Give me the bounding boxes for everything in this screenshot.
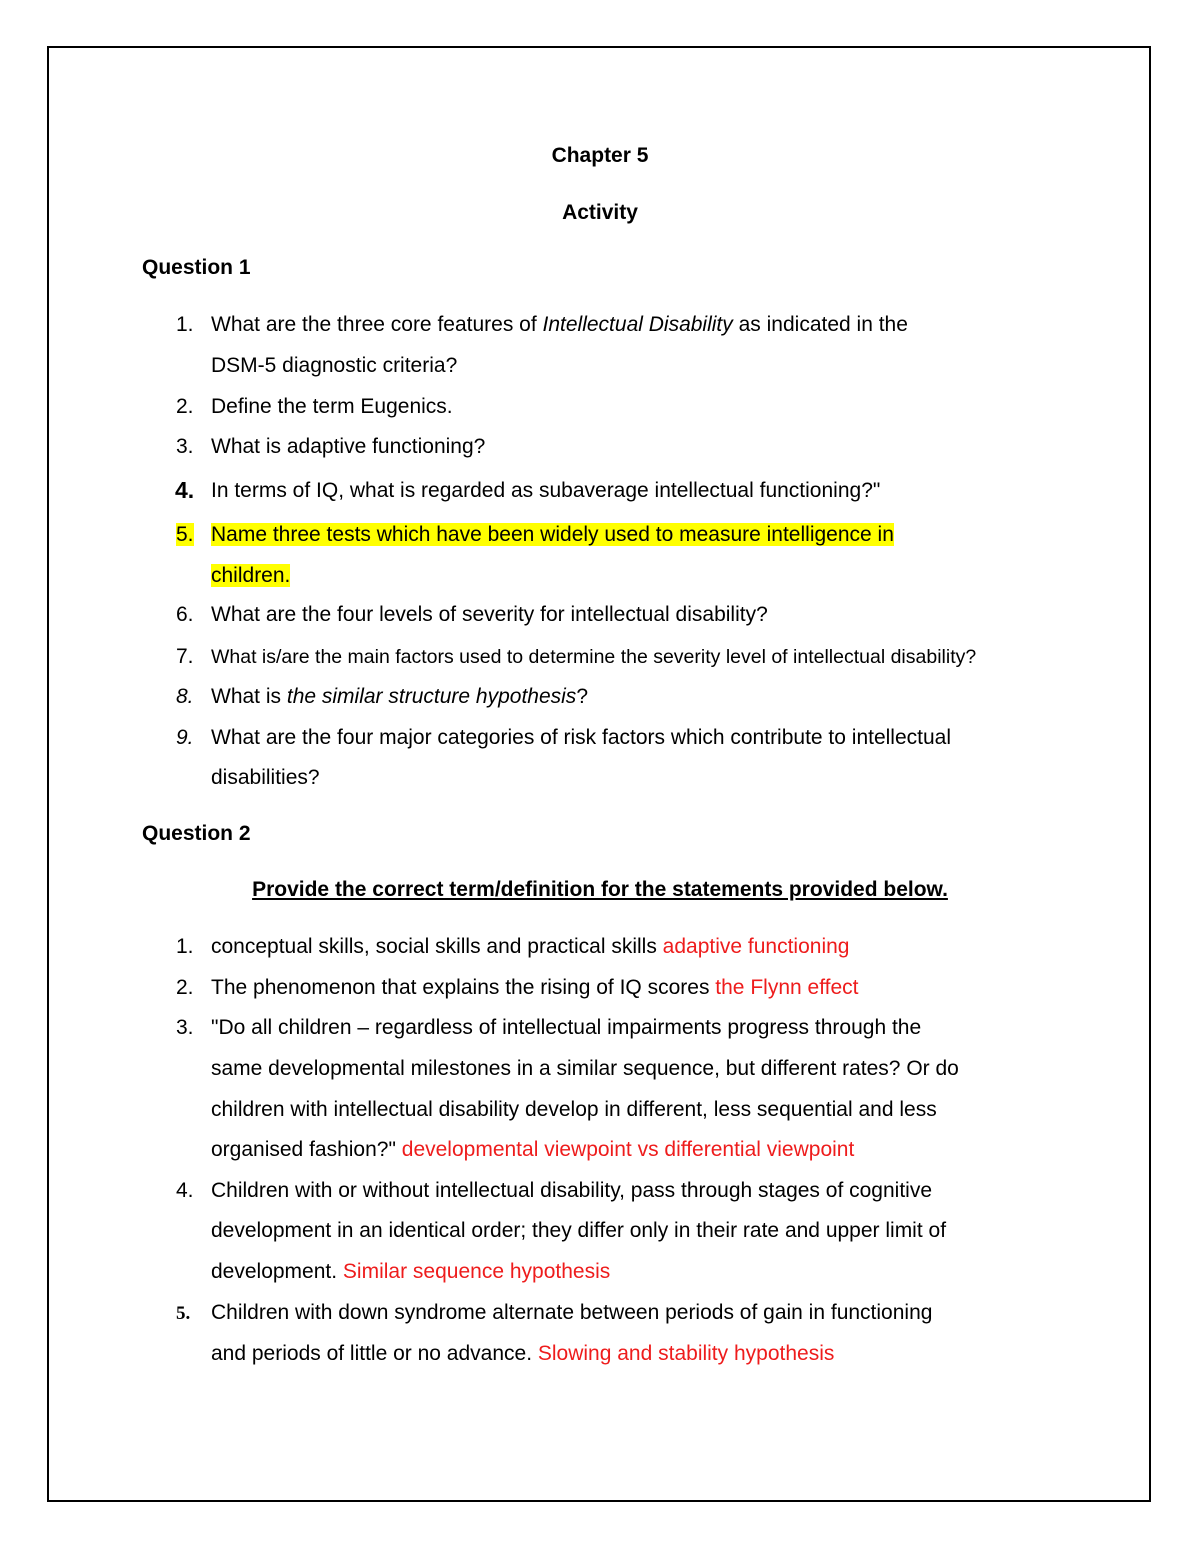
q2-item-3-text-line-2: same developmental milestones in a similar sequence, but different rates? Or do bbox=[211, 1057, 959, 1080]
q2-item-4-text-line-1: Children with or without intellectual disability, pass through stages of cognitive bbox=[211, 1179, 932, 1202]
q2-item-1-answer: adaptive functioning bbox=[662, 935, 850, 958]
q2-item-4-text-line-3: development. Similar sequence hypothesis bbox=[211, 1260, 611, 1283]
q2-item-3-text-line-3: children with intellectual disability develop in different, less sequential and less bbox=[211, 1098, 937, 1121]
q2-item-3-answer: developmental viewpoint vs differential viewpoint bbox=[401, 1138, 855, 1161]
q2-item-5-answer: Slowing and stability hypothesis bbox=[537, 1342, 835, 1365]
q1-item-7-number: 7. bbox=[176, 645, 194, 668]
q1-item-9-text: What are the four major categories of risk factors which contribute to intellectual bbox=[211, 726, 952, 749]
q1-item-6-number: 6. bbox=[176, 603, 194, 626]
q1-item-5-text: Name three tests which have been widely used to measure intelligence in bbox=[211, 523, 894, 546]
q1-item-6-text: What are the four levels of severity for intellectual disability? bbox=[211, 603, 768, 626]
q2-item-3-number: 3. bbox=[176, 1016, 194, 1039]
q2-item-2-answer: the Flynn effect bbox=[715, 976, 859, 999]
q1-item-4-text: In terms of IQ, what is regarded as subaverage intellectual functioning?" bbox=[211, 479, 881, 502]
q1-item-1-continuation: DSM-5 diagnostic criteria? bbox=[211, 354, 458, 377]
q1-item-5-number: 5. bbox=[176, 523, 194, 546]
q1-item-1-text: What are the three core features of Intellectual Disability as indicated in the bbox=[211, 313, 908, 336]
q1-item-3-number: 3. bbox=[176, 435, 194, 458]
q2-item-1-text: conceptual skills, social skills and practical skills adaptive functioning bbox=[211, 935, 850, 958]
q1-item-2-text: Define the term Eugenics. bbox=[211, 395, 453, 418]
q2-item-4-number: 4. bbox=[176, 1179, 194, 1202]
q1-item-7-text: What is/are the main factors used to determine the severity level of intellectual disability? bbox=[211, 646, 977, 668]
q2-item-5-text-line-2: and periods of little or no advance. Slowing and stability hypothesis bbox=[211, 1342, 835, 1365]
q1-item-5-continuation: children. bbox=[211, 564, 291, 587]
q1-item-2-number: 2. bbox=[176, 395, 194, 418]
q1-item-8-text: What is the similar structure hypothesis? bbox=[211, 685, 588, 708]
q1-item-1-number: 1. bbox=[176, 313, 194, 336]
q2-item-1-number: 1. bbox=[176, 935, 194, 958]
q2-item-2-text: The phenomenon that explains the rising of IQ scores the Flynn effect bbox=[211, 976, 859, 999]
q1-item-8-number: 8. bbox=[176, 685, 194, 708]
activity-title: Activity bbox=[562, 201, 638, 224]
q1-item-9-continuation: disabilities? bbox=[211, 766, 320, 789]
chapter-title: Chapter 5 bbox=[551, 144, 649, 167]
q1-item-9-number: 9. bbox=[176, 726, 194, 749]
q2-item-5-number: 5. bbox=[176, 1303, 191, 1324]
question-1-heading: Question 1 bbox=[142, 256, 251, 279]
q2-item-5-text-line-1: Children with down syndrome alternate between periods of gain in functioning bbox=[211, 1301, 933, 1324]
question-2-instruction: Provide the correct term/definition for the statements provided below. bbox=[252, 878, 948, 901]
q2-item-3-text-line-4: organised fashion?" developmental viewpoint vs differential viewpoint bbox=[211, 1138, 855, 1161]
q2-item-4-answer: Similar sequence hypothesis bbox=[342, 1260, 611, 1283]
question-2-heading: Question 2 bbox=[142, 822, 251, 845]
q2-item-3-text-line-1: "Do all children – regardless of intellectual impairments progress through the bbox=[211, 1016, 922, 1039]
q1-item-3-text: What is adaptive functioning? bbox=[211, 435, 486, 458]
q2-item-4-text-line-2: development in an identical order; they differ only in their rate and upper limit of bbox=[211, 1219, 947, 1242]
q1-item-4-number: 4. bbox=[175, 477, 195, 503]
q2-item-2-number: 2. bbox=[176, 976, 194, 999]
